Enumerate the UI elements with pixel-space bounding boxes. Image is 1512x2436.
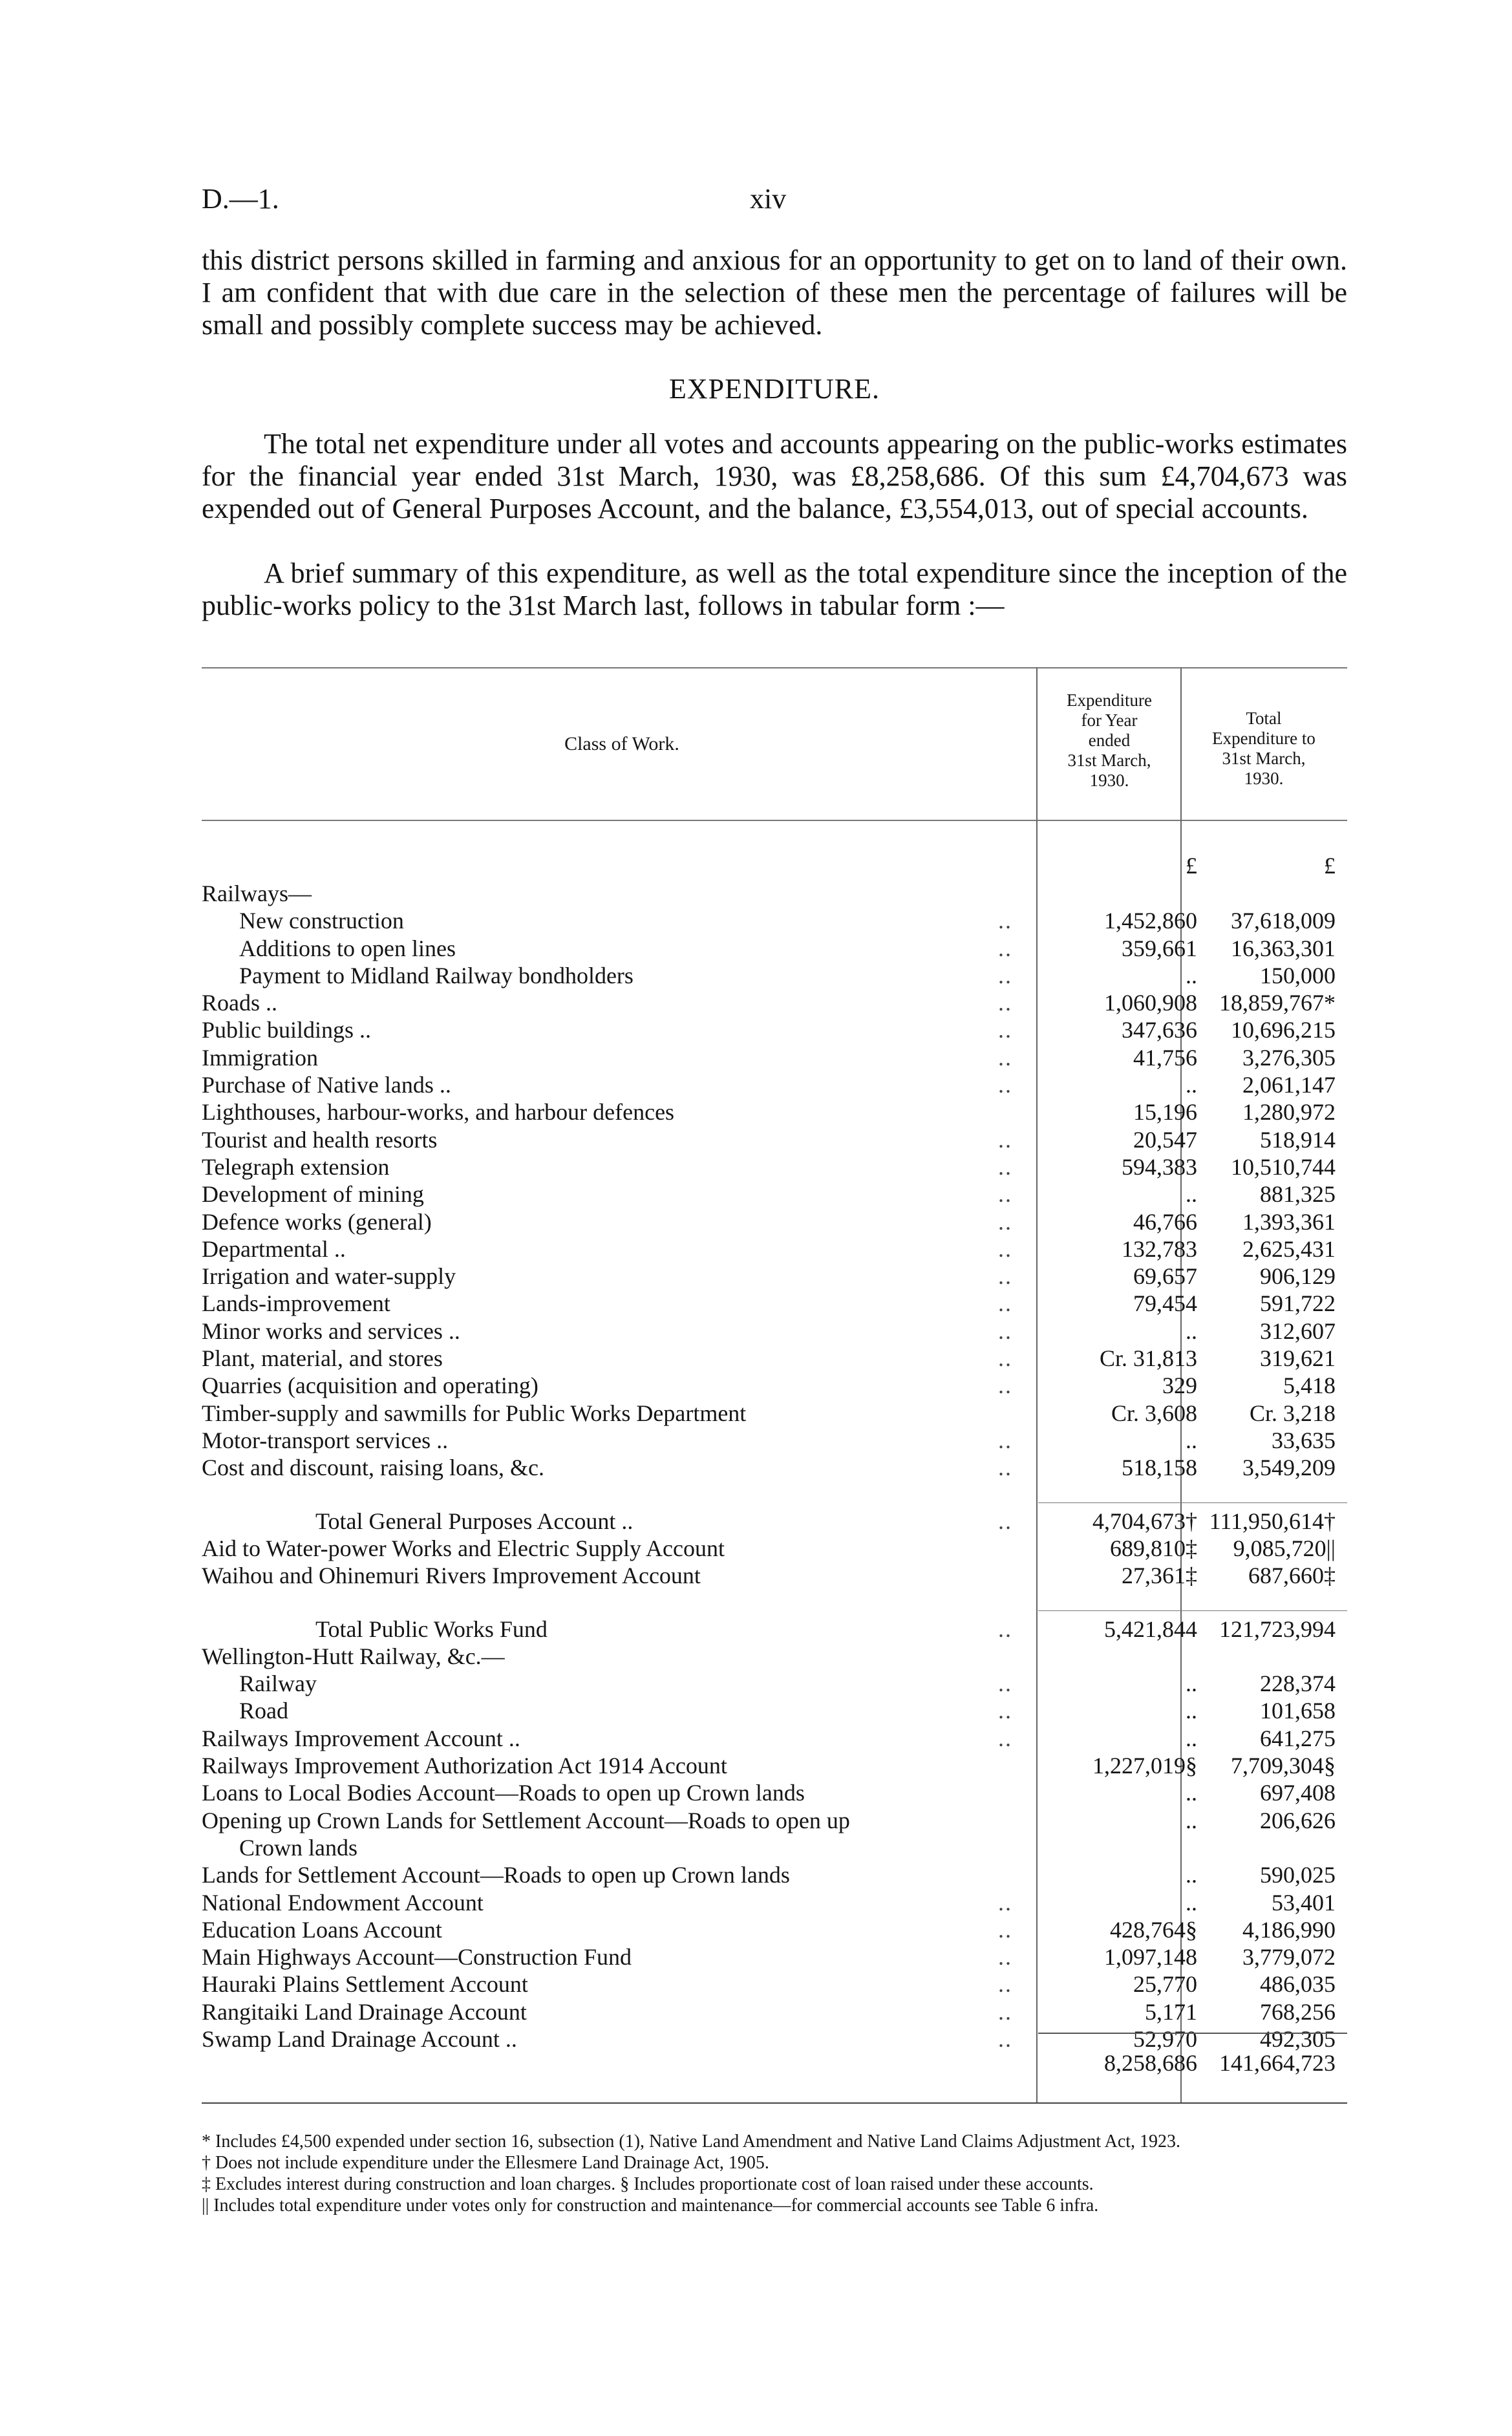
total-expenditure-cell: 101,658 (1260, 1698, 1336, 1724)
year-expenditure-cell: 20,547 (1133, 1127, 1197, 1153)
total-expenditure-cell: 590,025 (1260, 1862, 1336, 1888)
table-row (202, 1071, 1347, 1098)
year-expenditure-cell: .. (1186, 1318, 1197, 1344)
row-label: Motor-transport services .. (202, 1427, 449, 1453)
year-expenditure-cell: .. (1186, 1427, 1197, 1453)
year-expenditure-cell: .. (1186, 1862, 1197, 1888)
table-row (202, 1779, 1347, 1806)
table-row (202, 1208, 1347, 1235)
expenditure-paragraph-2: A brief summary of this expenditure, as well as the total expenditure since the inception of the public-works policy to the 31st March last, follows in tabular form :— (202, 557, 1347, 621)
table-row (202, 1318, 1347, 1345)
table-row (202, 1752, 1347, 1779)
row-label: Development of mining (202, 1181, 424, 1207)
row-label: Crown lands (239, 1835, 357, 1861)
leader-dots: .. (998, 990, 1012, 1016)
row-label: Aid to Water-power Works and Electric Supply Account (202, 1535, 725, 1561)
year-expenditure-cell: .. (1186, 1671, 1197, 1696)
year-expenditure-cell: 347,636 (1122, 1017, 1197, 1043)
leader-dots: .. (998, 1726, 1012, 1751)
year-expenditure-cell: 69,657 (1133, 1263, 1197, 1289)
row-label: Roads .. (202, 990, 277, 1016)
total-expenditure-cell: 10,696,215 (1231, 1017, 1336, 1043)
year-expenditure-cell: .. (1186, 1181, 1197, 1207)
grand-total-total: 141,664,723 (1219, 2050, 1336, 2076)
row-label: Tourist and health resorts (202, 1127, 438, 1153)
table-row (202, 1616, 1347, 1643)
footnote-rule (202, 2102, 1347, 2104)
year-expenditure-cell: .. (1186, 1808, 1197, 1833)
table-row (202, 1263, 1347, 1290)
table-row (202, 1235, 1347, 1263)
table-row (202, 1400, 1347, 1427)
total-expenditure-cell: 111,950,614† (1209, 1508, 1336, 1534)
row-label: Total General Purposes Account .. (315, 1508, 634, 1534)
total-expenditure-cell: 4,186,990 (1242, 1917, 1336, 1943)
section-heading: EXPENDITURE. (668, 373, 880, 405)
leader-dots: .. (998, 1944, 1012, 1970)
total-expenditure-cell: 3,779,072 (1242, 1944, 1336, 1970)
footnote-4: § Includes proportionate cost of loan raised under these accounts. (620, 2174, 1094, 2194)
year-expenditure-cell: 79,454 (1133, 1290, 1197, 1316)
table-row (202, 1181, 1347, 1208)
row-label: Education Loans Account (202, 1917, 442, 1943)
row-label: Public buildings .. (202, 1017, 372, 1043)
table-row (202, 1535, 1347, 1562)
row-label: Main Highways Account—Construction Fund (202, 1944, 632, 1970)
leader-dots: .. (998, 1616, 1012, 1642)
row-label: Payment to Midland Railway bondholders (239, 963, 634, 988)
table-row (202, 1943, 1347, 1971)
table-row (202, 989, 1347, 1016)
leader-dots: .. (998, 935, 1012, 961)
year-expenditure-cell: 27,361‡ (1122, 1563, 1197, 1588)
total-expenditure-cell: 9,085,720|| (1233, 1535, 1336, 1561)
row-label: Timber-supply and sawmills for Public Works Department (202, 1400, 747, 1426)
year-expenditure-cell: 1,452,860 (1104, 908, 1197, 934)
year-expenditure-cell: 132,783 (1122, 1236, 1197, 1262)
table-row (202, 1427, 1347, 1454)
table-row (202, 1454, 1347, 1481)
leader-dots: .. (998, 1917, 1012, 1943)
year-expenditure-cell: 25,770 (1133, 1971, 1197, 1997)
page-number: xiv (750, 183, 787, 215)
table-row (202, 1998, 1347, 2025)
row-label: New construction (239, 908, 404, 934)
year-expenditure-cell: 46,766 (1133, 1209, 1197, 1235)
total-expenditure-cell: 2,061,147 (1242, 1072, 1336, 1098)
leader-dots: .. (998, 963, 1012, 988)
footnote-2: † Does not include expenditure under the Ellesmere Land Drainage Act, 1905. (202, 2153, 769, 2173)
row-label: Telegraph extension (202, 1154, 390, 1180)
row-label: Immigration (202, 1045, 318, 1071)
row-label: Loans to Local Bodies Account—Roads to open up Crown lands (202, 1780, 805, 1806)
table-row (202, 1098, 1347, 1126)
leader-dots: .. (998, 1373, 1012, 1398)
total-expenditure-cell: 881,325 (1260, 1181, 1336, 1207)
grand-total-year: 8,258,686 (1104, 2050, 1197, 2076)
currency-year: £ (1186, 853, 1197, 879)
expenditure-paragraph-1: The total net expenditure under all votes and accounts appearing on the public-works estimates for the financial year ended 31st March, 1930, was £8,258,686. Of this sum £4,704,673 was expended out of General Purposes Account, and the balance, £3,554,013, out of special accounts. (202, 428, 1347, 524)
table-row (202, 935, 1347, 962)
leader-dots: .. (998, 1698, 1012, 1724)
leader-dots: .. (998, 1455, 1012, 1480)
column-header-year: Expenditure for Year ended 31st March, 1930. (1067, 690, 1152, 790)
year-expenditure-cell: 428,764§ (1110, 1917, 1197, 1943)
year-expenditure-cell: .. (1186, 963, 1197, 988)
total-expenditure-cell: 16,363,301 (1231, 935, 1336, 961)
total-expenditure-cell: 906,129 (1260, 1263, 1336, 1289)
table-row (202, 1670, 1347, 1697)
year-expenditure-cell: .. (1186, 1072, 1197, 1098)
section-heading-block (202, 373, 1347, 405)
row-label: Minor works and services .. (202, 1318, 460, 1344)
table-row (202, 1725, 1347, 1752)
column-header-total: Total Expenditure to 31st March, 1930. (1212, 709, 1315, 788)
row-label: Lands-improvement (202, 1290, 390, 1316)
year-expenditure-cell: Cr. 3,608 (1111, 1400, 1197, 1426)
table-row (202, 2025, 1347, 2053)
total-expenditure-cell: 121,723,994 (1219, 1616, 1336, 1642)
year-expenditure-cell: .. (1186, 1698, 1197, 1724)
total-expenditure-cell: 319,621 (1260, 1345, 1336, 1371)
row-label: Waihou and Ohinemuri Rivers Improvement Account (202, 1563, 701, 1588)
footnote-3: ‡ Excludes interest during construction and loan charges. (202, 2174, 616, 2194)
year-expenditure-cell: 5,171 (1145, 1999, 1197, 2025)
table-row (202, 1562, 1347, 1589)
table-row (202, 1807, 1347, 1834)
year-expenditure-cell: 594,383 (1122, 1154, 1197, 1180)
row-label: Railways Improvement Account .. (202, 1726, 520, 1751)
row-label: Irrigation and water-supply (202, 1263, 456, 1289)
year-expenditure-cell: 689,810‡ (1110, 1535, 1197, 1561)
currency-total: £ (1324, 853, 1336, 879)
leader-dots: .. (998, 1345, 1012, 1371)
leader-dots: .. (998, 1508, 1012, 1534)
leader-dots: .. (998, 1072, 1012, 1098)
row-label: Cost and discount, raising loans, &c. (202, 1455, 544, 1480)
table-row (202, 1016, 1347, 1043)
table-row (202, 1916, 1347, 1943)
leader-dots: .. (998, 1671, 1012, 1696)
row-label: Quarries (acquisition and operating) (202, 1373, 538, 1398)
row-label: Rangitaiki Land Drainage Account (202, 1999, 527, 2025)
table-top-rule (202, 667, 1347, 668)
table-row (202, 1889, 1347, 1916)
leader-dots: .. (998, 1181, 1012, 1207)
year-expenditure-cell: 329 (1162, 1373, 1197, 1398)
total-expenditure-cell: 33,635 (1272, 1427, 1336, 1453)
row-label: National Endowment Account (202, 1890, 484, 1916)
row-label: Railways Improvement Authorization Act 1914 Account (202, 1753, 727, 1779)
total-expenditure-cell: 641,275 (1260, 1726, 1336, 1751)
total-expenditure-cell: 53,401 (1272, 1890, 1336, 1916)
table-row (202, 907, 1347, 934)
table-row (202, 1372, 1347, 1399)
year-expenditure-cell: 15,196 (1133, 1099, 1197, 1125)
row-label: Hauraki Plains Settlement Account (202, 1971, 528, 1997)
leader-dots: .. (998, 1045, 1012, 1071)
year-expenditure-cell: 52,970 (1133, 2026, 1197, 2052)
total-expenditure-cell: 768,256 (1260, 1999, 1336, 2025)
table-row (202, 1508, 1347, 1535)
total-expenditure-cell: 3,549,209 (1242, 1455, 1336, 1480)
leader-dots: .. (998, 1236, 1012, 1262)
total-expenditure-cell: 2,625,431 (1242, 1236, 1336, 1262)
total-expenditure-cell: 591,722 (1260, 1290, 1336, 1316)
table-row (202, 1126, 1347, 1153)
total-expenditure-cell: 5,418 (1283, 1373, 1336, 1398)
subtotal-rule (1038, 1610, 1347, 1611)
leader-dots: .. (998, 1890, 1012, 1916)
total-expenditure-cell: 37,618,009 (1231, 908, 1336, 934)
leader-dots: .. (998, 1263, 1012, 1289)
leader-dots: .. (998, 908, 1012, 934)
table-row (202, 1290, 1347, 1317)
year-expenditure-cell: .. (1186, 1780, 1197, 1806)
year-expenditure-cell: .. (1186, 1890, 1197, 1916)
grand-total-rule (1038, 2033, 1347, 2034)
table-row (202, 1834, 1347, 1861)
leader-dots: .. (998, 1318, 1012, 1344)
leader-dots: .. (998, 1127, 1012, 1153)
total-expenditure-cell: 7,709,304§ (1231, 1753, 1336, 1779)
leader-dots: .. (998, 1427, 1012, 1453)
year-expenditure-cell: 1,097,148 (1104, 1944, 1197, 1970)
total-expenditure-cell: 10,510,744 (1231, 1154, 1336, 1180)
row-label: Lands for Settlement Account—Roads to open up Crown lands (202, 1862, 790, 1888)
footnote-5: || Includes total expenditure under votes only for construction and maintenance—for commercial accounts see Table 6 infra. (202, 2196, 1099, 2216)
row-label: Purchase of Native lands .. (202, 1072, 451, 1098)
footnote-1: * Includes £4,500 expended under section 16, subsection (1), Native Land Amendment and Native Land Claims Adjustment Act, 1923. (202, 2132, 1181, 2152)
table-row (202, 1153, 1347, 1181)
table-row (202, 1971, 1347, 1998)
leader-dots: .. (998, 1154, 1012, 1180)
year-expenditure-cell: 4,704,673† (1092, 1508, 1197, 1534)
row-label: Railways— (202, 881, 312, 906)
total-expenditure-cell: 150,000 (1260, 963, 1336, 988)
year-expenditure-cell: .. (1186, 1726, 1197, 1751)
leader-dots: .. (998, 1017, 1012, 1043)
row-label: Defence works (general) (202, 1209, 432, 1235)
year-expenditure-cell: 41,756 (1133, 1045, 1197, 1071)
year-expenditure-cell: 1,060,908 (1104, 990, 1197, 1016)
year-expenditure-cell: Cr. 31,813 (1099, 1345, 1197, 1371)
table-row (202, 1643, 1347, 1670)
subtotal-rule (1038, 1502, 1347, 1503)
leader-dots: .. (998, 1971, 1012, 1997)
total-expenditure-cell: 228,374 (1260, 1671, 1336, 1696)
total-expenditure-cell: 312,607 (1260, 1318, 1336, 1344)
total-expenditure-cell: 687,660‡ (1248, 1563, 1336, 1588)
table-header-rule (202, 820, 1347, 821)
table-row (202, 1861, 1347, 1888)
row-label: Swamp Land Drainage Account .. (202, 2026, 517, 2052)
table-row (202, 1044, 1347, 1071)
row-label: Lighthouses, harbour-works, and harbour defences (202, 1099, 675, 1125)
leader-dots: .. (998, 1999, 1012, 2025)
grand-total-row (202, 2049, 1347, 2077)
year-expenditure-cell: 518,158 (1122, 1455, 1197, 1480)
total-expenditure-cell: 518,914 (1260, 1127, 1336, 1153)
footnotes (202, 2131, 1347, 2216)
total-expenditure-cell: 3,276,305 (1242, 1045, 1336, 1071)
total-expenditure-cell: 206,626 (1260, 1808, 1336, 1833)
total-expenditure-cell: 492,305 (1260, 2026, 1336, 2052)
leader-dots: .. (998, 1290, 1012, 1316)
leader-dots: .. (998, 1209, 1012, 1235)
currency-row (202, 852, 1347, 879)
row-label: Additions to open lines (239, 935, 456, 961)
row-label: Wellington-Hutt Railway, &c.— (202, 1643, 505, 1669)
row-label: Railway (239, 1671, 317, 1696)
table-row (202, 880, 1347, 907)
document-reference: D.—1. (202, 183, 279, 215)
table-row (202, 1345, 1347, 1372)
total-expenditure-cell: Cr. 3,218 (1249, 1400, 1336, 1426)
row-label: Total Public Works Fund (315, 1616, 548, 1642)
intro-paragraph: this district persons skilled in farming and anxious for an opportunity to get on to land of their own. I am confident that with due care in the selection of these men the percentage of failures will be small and possibly complete success may be achieved. (202, 244, 1347, 341)
year-expenditure-cell: 1,227,019§ (1092, 1753, 1197, 1779)
total-expenditure-cell: 1,393,361 (1242, 1209, 1336, 1235)
row-label: Road (239, 1698, 288, 1724)
row-label: Departmental .. (202, 1236, 346, 1262)
total-expenditure-cell: 18,859,767* (1219, 990, 1336, 1016)
row-label: Plant, material, and stores (202, 1345, 443, 1371)
column-header-class: Class of Work. (564, 733, 679, 754)
year-expenditure-cell: 5,421,844 (1104, 1616, 1197, 1642)
total-expenditure-cell: 486,035 (1260, 1971, 1336, 1997)
row-label: Opening up Crown Lands for Settlement Account—Roads to open up (202, 1808, 850, 1833)
table-row (202, 962, 1347, 989)
table-row (202, 1697, 1347, 1724)
total-expenditure-cell: 1,280,972 (1242, 1099, 1336, 1125)
year-expenditure-cell: 359,661 (1122, 935, 1197, 961)
leader-dots: .. (998, 2026, 1012, 2052)
total-expenditure-cell: 697,408 (1260, 1780, 1336, 1806)
